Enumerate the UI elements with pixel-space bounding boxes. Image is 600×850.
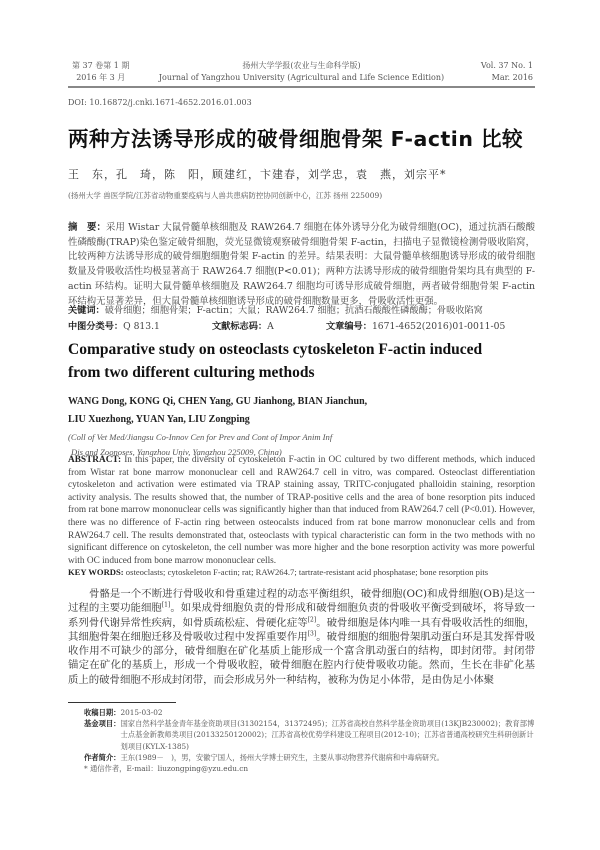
keywords-en — [68, 567, 535, 577]
header-right — [481, 60, 533, 84]
citation-ref[interactable]: [1] — [161, 601, 171, 609]
abstract-cn-text: 采用 Wistar 大鼠骨髓单核细胞及 RAW264.7 细胞在体外诱导分化为破骨细胞(OC)，通过抗酒石酸酸性磷酸酶(TRAP)染色鉴定破骨细胞，荧光显微镜观察破骨细胞骨架 F-actin，扫描电子显微镜检测骨吸收陷窝，比较两种方法诱导形成的破骨细胞细胞骨架 F-actin 的差异。结果表明：大鼠骨髓单核细胞诱导形成的破骨细胞数量及骨吸收活性均极显著高于 RAW264.7 细胞(P<0.01)；两种方法诱导形成的破骨细胞骨架均具有典型的 F-actin 环结构。证明大鼠骨髓单核细胞及 RAW264.7 细胞均可诱导形成破骨细胞，两者破骨细胞骨架 F-actin 环结构无显著差异，但大鼠骨髓单核细胞诱导形成的破骨细胞数量更多，骨吸收活性更强。 — [68, 222, 535, 307]
footnote-divider — [68, 702, 176, 703]
keywords-cn-text: 破骨细胞；细胞骨架；F-actin；大鼠；RAW264.7 细胞；抗酒石酸酸性磷酸酶；骨吸收陷窝 — [104, 305, 483, 316]
volume-cn: 第 37 卷第 1 期 — [72, 61, 130, 70]
clc-label: 中图分类号： — [68, 321, 124, 332]
fund-label: 基金项目： — [84, 719, 121, 729]
body-text: 。破骨细胞的细胞骨架肌动蛋白环是其发挥骨吸收作用不可缺少的部分，破骨细胞在矿化基质上能形成一个富含肌动蛋白的结构，即封闭带。封闭带锚定在矿化的基质上，形成一个骨吸收腔，破骨细胞在腔内行使骨吸收功能。然而，生长在非矿化基质上的破骨细胞不形成封闭带，而会形成另外一种结构，被称为伪足小体带，是由伪足小体聚 — [68, 630, 535, 686]
abstract-en-label: ABSTRACT: — [68, 455, 122, 465]
affiliation-cn: (扬州大学 兽医学院/江苏省动物重要疫病与人兽共患病防控协同创新中心，江苏 扬州 225009) — [68, 191, 383, 200]
abstract-cn-label: 摘 要： — [68, 222, 106, 233]
body-text: 。破骨细胞是体内唯一具有骨吸收活性的细胞，其细胞骨架在细胞迁移及骨吸收过程中发挥重要作用 — [68, 616, 535, 643]
abstract-en-text: In this paper, the diversity of cytoskeleton F-actin in OC cultured by two different methods, which induced from Wistar rat bone marrow mononuclear cell and RAW264.7 cell in vitro, was compared. Osteoclast differentiation cytoskeleton and activation were estimated via TRAP staining assay, TRITC-conjugated phalloidin staining, resorption activity analysis. The results showed that, the number of TRAP-positive cells and the area of bone resorption pits induced from rat bone marrow mononuclear cells was significantly higher than that induced from RAW264.7 cell (P<0.01). However, there was no difference of F-actin ring between osteocalsts induced from rat bone marrow mononuclear cells and from RAW264.7 cell. The results demonstrated that, osteoclasts with typical characteristic can form in the two methods with no significant difference on cytoskeleton, the cell number was more higher and the bone resorption activity was more powerful with OC induced from bone marrow mononuclear cells. — [68, 455, 535, 566]
footnote-received — [84, 707, 536, 718]
body-text: 骨骼是一个不断进行骨吸收和骨重建过程的动态平衡组织，破骨细胞(OC)和成骨细胞(OB)是这一过程的主要功能细胞 — [68, 588, 535, 615]
keywords-en-label: KEY WORDS: — [68, 567, 124, 577]
keywords-cn — [68, 302, 535, 316]
doc-code-label: 文献标志码： — [212, 321, 268, 332]
article-label: 文章编号： — [326, 321, 372, 332]
footnote-fund — [84, 718, 536, 752]
date-cn: 2016 年 3 月 — [76, 73, 126, 82]
footnote-author — [84, 752, 536, 763]
citation-ref[interactable]: [3] — [307, 630, 317, 638]
authors-cn: 王 东，孔 琦，陈 阳，顾建红，卞建春，刘学忠，袁 燕，刘宗平* — [68, 168, 447, 181]
body-paragraph — [68, 587, 535, 687]
received-value: 2015-03-02 — [120, 708, 163, 717]
authors-en-line: LIU Xuezhong, YUAN Yan, LIU Zongping — [68, 414, 250, 425]
abstract-en — [68, 454, 535, 567]
keywords-cn-label: 关键词： — [68, 305, 105, 316]
clc-number — [68, 318, 160, 332]
affiliation-en-line: Dis and Zoonoses, Yangzhou Univ, Yangzhou 225009, China) — [71, 447, 282, 457]
header-center — [68, 60, 535, 84]
volume-en: Vol. 37 No. 1 — [480, 61, 533, 70]
received-label: 收稿日期： — [84, 708, 121, 717]
fund-value: 国家自然科学基金青年基金资助项目(31302154，31372495)；江苏省高校自然科学基金资助项目(13KJB230002)；教育部博士点基金新教师类项目(20133250120002)；江苏省高校优势学科建设工程项目(2012-10)；江苏省普通高校研究生科研创新计划项目(KYLX-1385) — [120, 719, 535, 751]
running-header — [68, 58, 535, 88]
authors-en — [68, 393, 367, 429]
footnotes — [84, 707, 536, 774]
doc-code-value: A — [267, 321, 274, 332]
article-value: 1671-4652(2016)01-0011-05 — [371, 321, 506, 332]
title-en: Comparative study on osteoclasts cytoskeleton F-actin induced from two different culturing methods — [68, 341, 483, 381]
body-text: 。如果成骨细胞负责的骨形成和破骨细胞负责的骨吸收平衡受到破坏，将导致一系列骨代谢异常性疾病，如骨质疏松症、骨硬化症等 — [68, 602, 536, 629]
citation-ref[interactable]: [2] — [307, 616, 317, 624]
journal-name-cn: 扬州大学学报(农业与生命科学版) — [242, 61, 361, 70]
author-bio-label: 作者简介： — [84, 752, 121, 762]
author-bio-value: 王东(1989－ )，男，安徽宁国人，扬州大学博士研究生，主要从事动物营养代谢病和中毒病研究。 — [120, 752, 444, 762]
clc-value: Q 813.1 — [123, 321, 160, 332]
keywords-en-text: osteoclasts; cytoskeleton F-actin; rat; RAW264.7; tartrate-resistant acid phosphatase; bone resorption pits — [125, 567, 489, 577]
journal-name-en: Journal of Yangzhou University (Agricultural and Life Science Edition) — [158, 73, 445, 82]
abstract-cn — [68, 221, 535, 309]
corresponding-author: * 通信作者，E-mail：liuzongping@yzu.edu.cn — [84, 764, 249, 774]
authors-en-line: WANG Dong, KONG Qi, CHEN Yang, GU Jianhong, BIAN Jianchun, — [68, 396, 368, 407]
article-number — [326, 318, 505, 332]
title-cn: 两种方法诱导形成的破骨细胞骨架 F-actin 比较 — [68, 127, 524, 151]
document-code — [212, 318, 274, 332]
affiliation-en-line: (Coll of Vet Med/Jiangsu Co-Innov Cen for Prev and Cont of Impor Anim Inf — [68, 432, 333, 442]
date-en: Mar. 2016 — [491, 73, 533, 82]
doi: DOI: 10.16872/j.cnki.1671-4652.2016.01.003 — [68, 98, 252, 107]
footnote-corresponding — [84, 763, 536, 774]
